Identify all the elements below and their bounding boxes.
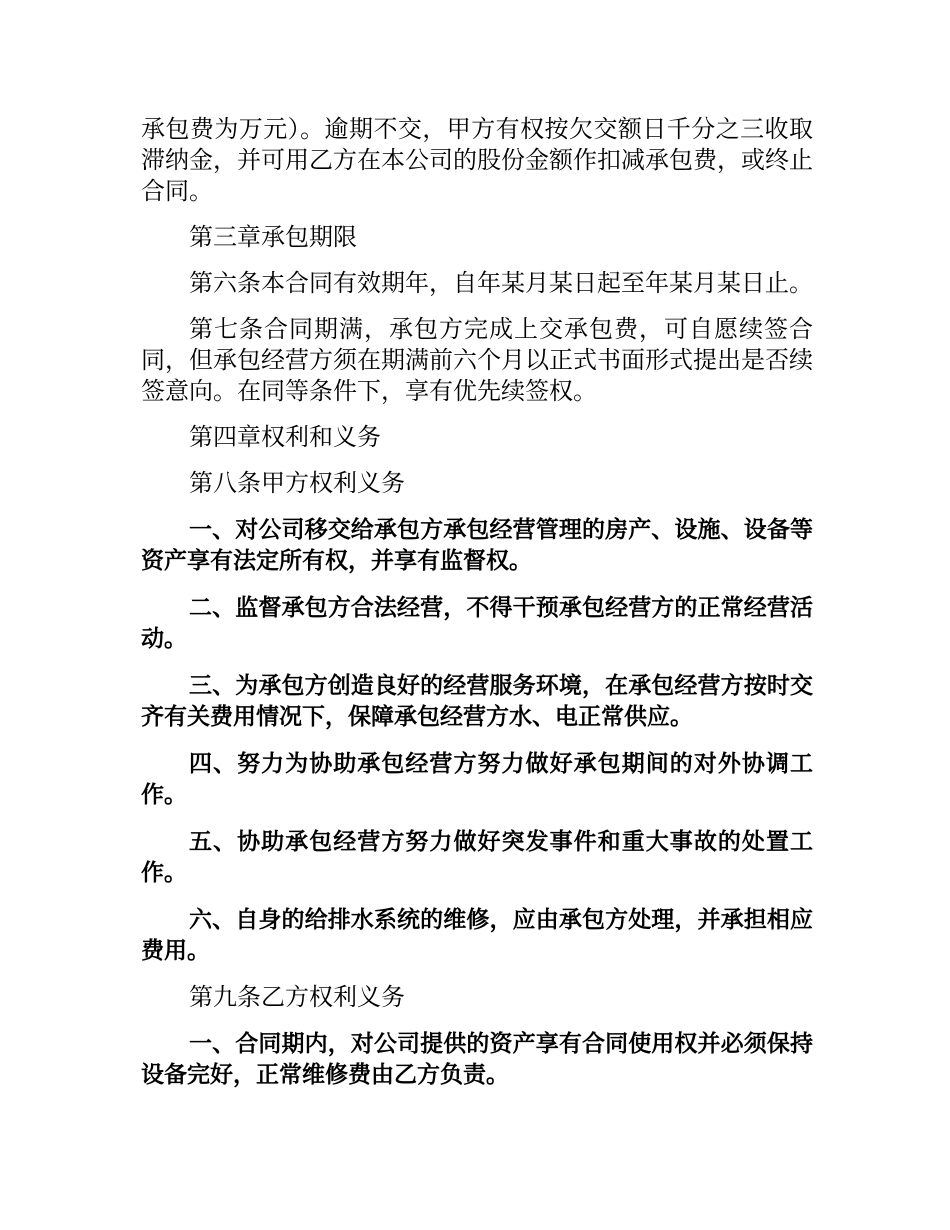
article-9-heading: 第九条乙方权利义务 — [189, 983, 405, 1011]
article-8-item-6: 六、自身的给排水系统的维修，应由承包方处理，并承担相应费用。 — [141, 907, 813, 964]
article-8-item-2: 二、监督承包方合法经营，不得干预承包经营方的正常经营活动。 — [141, 595, 813, 652]
paragraph-late-payment: 承包费为万元）。逾期不交，甲方有权按欠交额日千分之三收取滞纳金，并可用乙方在本公司的股份金额作扣减承包费，或终止合同。 — [141, 115, 813, 205]
chapter-heading-rights: 第四章权利和义务 — [189, 423, 381, 451]
article-8-item-4: 四、努力为协助承包经营方努力做好承包期间的对外协调工作。 — [141, 751, 813, 808]
article-8-item-1: 一、对公司移交给承包方承包经营管理的房产、设施、设备等资产享有法定所有权，并享有监督权。 — [141, 517, 813, 574]
article-8-item-3: 三、为承包方创造良好的经营服务环境，在承包经营方按时交齐有关费用情况下，保障承包经营方水、电正常供应。 — [141, 673, 813, 730]
article-9-item-1: 一、合同期内，对公司提供的资产享有合同使用权并必须保持设备完好，正常维修费由乙方负责。 — [141, 1031, 813, 1088]
article-6: 第六条本合同有效期年，自年某月某日起至年某月某日止。 — [189, 269, 813, 297]
article-7: 第七条合同期满，承包方完成上交承包费，可自愿续签合同，但承包经营方须在期满前六个月以正式书面形式提出是否续签意向。在同等条件下，享有优先续签权。 — [141, 315, 813, 405]
article-8-heading: 第八条甲方权利义务 — [189, 469, 405, 497]
document-body — [141, 114, 813, 1091]
article-8-item-5: 五、协助承包经营方努力做好突发事件和重大事故的处置工作。 — [141, 829, 813, 886]
chapter-heading-term: 第三章承包期限 — [189, 223, 357, 251]
